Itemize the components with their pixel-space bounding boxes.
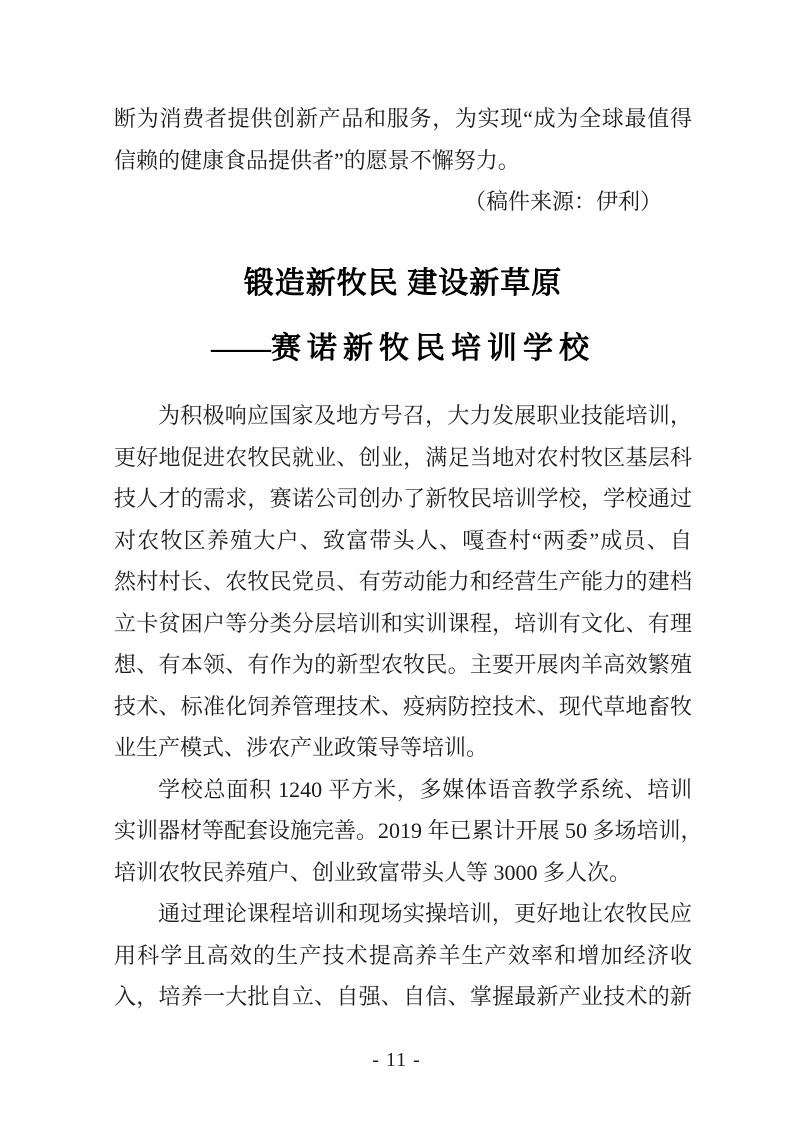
text-line: 学校总面积 1240 平方米，多媒体语音教学系统、培训 xyxy=(158,776,692,802)
text-line: 对农牧区养殖大户、致富带头人、嘎查村“两委”成员、自 xyxy=(114,527,692,553)
continued-paragraph xyxy=(114,98,692,181)
text-line: 为积极响应国家及地方号召，大力发展职业技能培训， xyxy=(158,403,692,428)
article-body xyxy=(114,395,703,1018)
article-title: 锻造新牧民 建设新草原 xyxy=(243,267,563,300)
text-line: 断为消费者提供创新产品和服务，为实现“成为全球最值得 xyxy=(114,106,692,131)
text-line: 业生产模式、涉农产业政策导等培训。 xyxy=(114,735,489,760)
text-line: 培训农牧民养殖户、创业致富带头人等 3000 多人次。 xyxy=(114,859,632,885)
subtitle-text: 赛诺新牧民培训学校 xyxy=(271,332,595,365)
text-line: 更好地促进农牧民就业、创业，满足当地对农村牧区基层科 xyxy=(114,444,692,470)
text-line: 然村村长、农牧民党员、有劳动能力和经营生产能力的建档 xyxy=(114,569,692,594)
page-number: - 11 - xyxy=(372,1049,421,1071)
source-attribution: （稿件来源：伊利） xyxy=(463,189,662,214)
text-line: 技术、标准化饲养管理技术、疫病防控技术、现代草地畜牧 xyxy=(114,693,692,719)
text-line: 入，培养一大批自立、自强、自信、掌握最新产业技术的新 xyxy=(114,984,692,1009)
article-subtitle xyxy=(114,327,692,371)
subtitle-dash: —— xyxy=(211,332,271,365)
text-line: 立卡贫困户等分类分层培训和实训课程，培训有文化、有理 xyxy=(114,610,692,636)
text-line: 通过理论课程培训和现场实操培训，更好地让农牧民应 xyxy=(158,901,692,926)
text-line: 实训器材等配套设施完善。2019 年已累计开展 50 多场培训， xyxy=(114,818,703,843)
text-line: 技人才的需求，赛诺公司创办了新牧民培训学校，学校通过 xyxy=(114,486,692,511)
text-line: 信赖的健康食品提供者”的愿景不懈努力。 xyxy=(114,147,520,173)
text-line: 用科学且高效的生产技术提高养羊生产效率和增加经济收 xyxy=(114,942,692,968)
text-line: 想、有本领、有作为的新型农牧民。主要开展肉羊高效繁殖 xyxy=(114,652,692,677)
